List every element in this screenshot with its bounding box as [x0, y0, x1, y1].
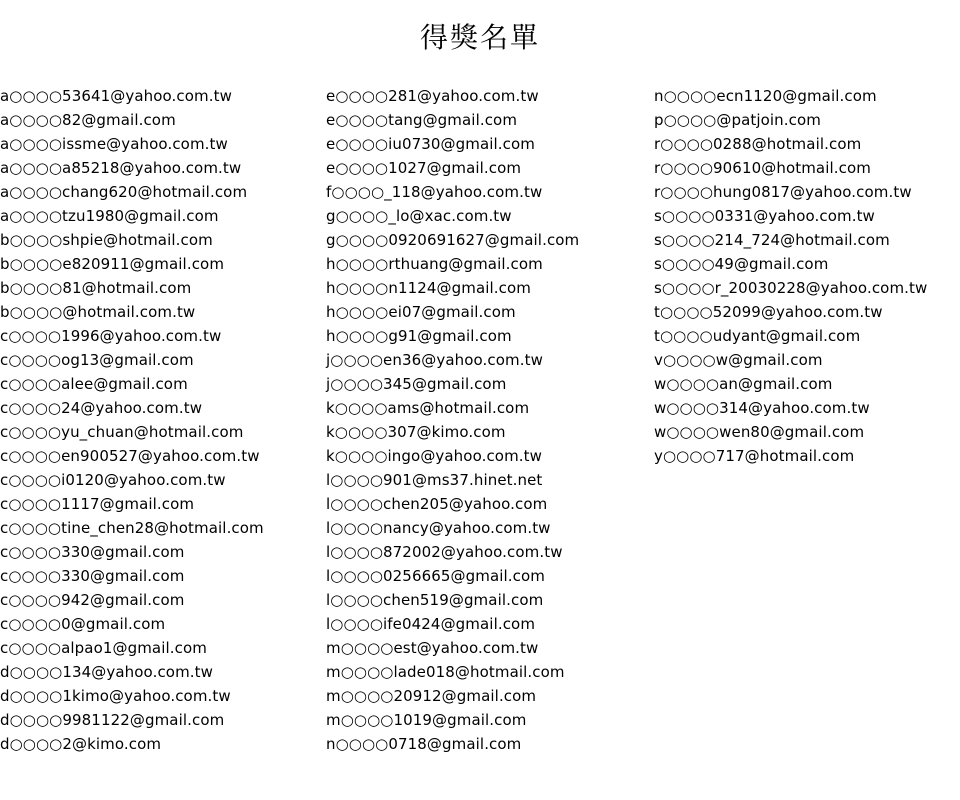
winner-email-entry: s○○○○0331@yahoo.com.tw — [654, 207, 875, 225]
winner-email-entry: k○○○○ingo@yahoo.com.tw — [326, 447, 543, 465]
winner-email-entry: e○○○○281@yahoo.com.tw — [326, 87, 539, 105]
winner-email-entry: c○○○○1996@yahoo.com.tw — [0, 327, 222, 345]
winner-email-entry: b○○○○@hotmail.com.tw — [0, 303, 196, 321]
winner-email-entry: l○○○○0256665@gmail.com — [326, 567, 545, 585]
winner-email-entry: d○○○○1kimo@yahoo.com.tw — [0, 687, 231, 705]
winner-email-entry: l○○○○nancy@yahoo.com.tw — [326, 519, 551, 537]
winner-email-entry: j○○○○en36@yahoo.com.tw — [326, 351, 543, 369]
winner-email-entry: n○○○○0718@gmail.com — [326, 735, 522, 753]
winner-email-entry: w○○○○an@gmail.com — [654, 375, 833, 393]
winner-email-entry: c○○○○942@gmail.com — [0, 591, 185, 609]
winner-email-entry: t○○○○udyant@gmail.com — [654, 327, 861, 345]
winner-email-entry: k○○○○ams@hotmail.com — [326, 399, 530, 417]
winner-email-entry: s○○○○214_724@hotmail.com — [654, 231, 890, 249]
winner-email-entry: e○○○○tang@gmail.com — [326, 111, 518, 129]
winner-column-3 — [654, 84, 927, 468]
winner-email-entry: d○○○○2@kimo.com — [0, 735, 162, 753]
winner-email-entry: c○○○○330@gmail.com — [0, 567, 185, 585]
winner-email-entry: c○○○○i0120@yahoo.com.tw — [0, 471, 226, 489]
winner-email-entry: c○○○○alpao1@gmail.com — [0, 639, 207, 657]
winner-email-entry: b○○○○e820911@gmail.com — [0, 255, 225, 273]
winner-email-entry: k○○○○307@kimo.com — [326, 423, 506, 441]
winner-email-entry: n○○○○ecn1120@gmail.com — [654, 87, 877, 105]
winner-email-entry: c○○○○0@gmail.com — [0, 615, 166, 633]
winner-email-entry: a○○○○issme@yahoo.com.tw — [0, 135, 228, 153]
winner-email-entry: g○○○○_lo@xac.com.tw — [326, 207, 512, 225]
winner-email-entry: s○○○○r_20030228@yahoo.com.tw — [654, 279, 928, 297]
winner-email-entry: a○○○○tzu1980@gmail.com — [0, 207, 219, 225]
winner-email-entry: a○○○○a85218@yahoo.com.tw — [0, 159, 242, 177]
winner-email-entry: a○○○○chang620@hotmail.com — [0, 183, 248, 201]
winner-email-entry: f○○○○_118@yahoo.com.tw — [326, 183, 543, 201]
winner-email-entry: s○○○○49@gmail.com — [654, 255, 829, 273]
winner-email-entry: c○○○○alee@gmail.com — [0, 375, 188, 393]
winner-email-entry: p○○○○@patjoin.com — [654, 111, 821, 129]
winner-email-entry: m○○○○lade018@hotmail.com — [326, 663, 565, 681]
winner-email-entry: r○○○○hung0817@yahoo.com.tw — [654, 183, 912, 201]
winner-email-entry: b○○○○shpie@hotmail.com — [0, 231, 213, 249]
winner-email-entry: a○○○○82@gmail.com — [0, 111, 176, 129]
winner-email-entry: r○○○○0288@hotmail.com — [654, 135, 862, 153]
winner-email-entry: v○○○○w@gmail.com — [654, 351, 823, 369]
winner-email-entry: m○○○○est@yahoo.com.tw — [326, 639, 539, 657]
winner-email-entry: e○○○○1027@gmail.com — [326, 159, 522, 177]
winner-email-entry: r○○○○90610@hotmail.com — [654, 159, 871, 177]
winner-email-entry: w○○○○314@yahoo.com.tw — [654, 399, 870, 417]
winner-email-entry: m○○○○1019@gmail.com — [326, 711, 527, 729]
winner-email-entry: y○○○○717@hotmail.com — [654, 447, 855, 465]
winner-email-entry: m○○○○20912@gmail.com — [326, 687, 537, 705]
winner-email-entry: c○○○○24@yahoo.com.tw — [0, 399, 203, 417]
winner-email-entry: l○○○○901@ms37.hinet.net — [326, 471, 543, 489]
winner-email-entry: l○○○○ife0424@gmail.com — [326, 615, 536, 633]
winner-email-entry: c○○○○en900527@yahoo.com.tw — [0, 447, 260, 465]
winner-email-entry: a○○○○53641@yahoo.com.tw — [0, 87, 232, 105]
winner-email-entry: l○○○○chen519@gmail.com — [326, 591, 544, 609]
winner-email-entry: j○○○○345@gmail.com — [326, 375, 507, 393]
winner-email-entry: c○○○○tine_chen28@hotmail.com — [0, 519, 264, 537]
winner-email-entry: c○○○○yu_chuan@hotmail.com — [0, 423, 244, 441]
winner-email-entry: c○○○○og13@gmail.com — [0, 351, 194, 369]
winner-email-entry: c○○○○330@gmail.com — [0, 543, 185, 561]
winner-email-entry: w○○○○wen80@gmail.com — [654, 423, 865, 441]
winner-column-2 — [326, 84, 579, 756]
winner-email-entry: c○○○○1117@gmail.com — [0, 495, 195, 513]
winner-email-entry: d○○○○134@yahoo.com.tw — [0, 663, 213, 681]
page-title: 得獎名單 — [419, 21, 540, 54]
winner-column-1 — [0, 84, 264, 756]
winner-email-entry: d○○○○9981122@gmail.com — [0, 711, 225, 729]
winner-email-entry: t○○○○52099@yahoo.com.tw — [654, 303, 883, 321]
winner-email-entry: e○○○○iu0730@gmail.com — [326, 135, 535, 153]
winner-email-entry: l○○○○chen205@yahoo.com — [326, 495, 548, 513]
winner-email-entry: l○○○○872002@yahoo.com.tw — [326, 543, 563, 561]
winner-email-entry: h○○○○g91@gmail.com — [326, 327, 512, 345]
winner-email-entry: b○○○○81@hotmail.com — [0, 279, 192, 297]
winner-email-entry: h○○○○ei07@gmail.com — [326, 303, 516, 321]
winner-email-entry: h○○○○rthuang@gmail.com — [326, 255, 543, 273]
winner-email-entry: g○○○○0920691627@gmail.com — [326, 231, 580, 249]
winner-email-entry: h○○○○n1124@gmail.com — [326, 279, 532, 297]
